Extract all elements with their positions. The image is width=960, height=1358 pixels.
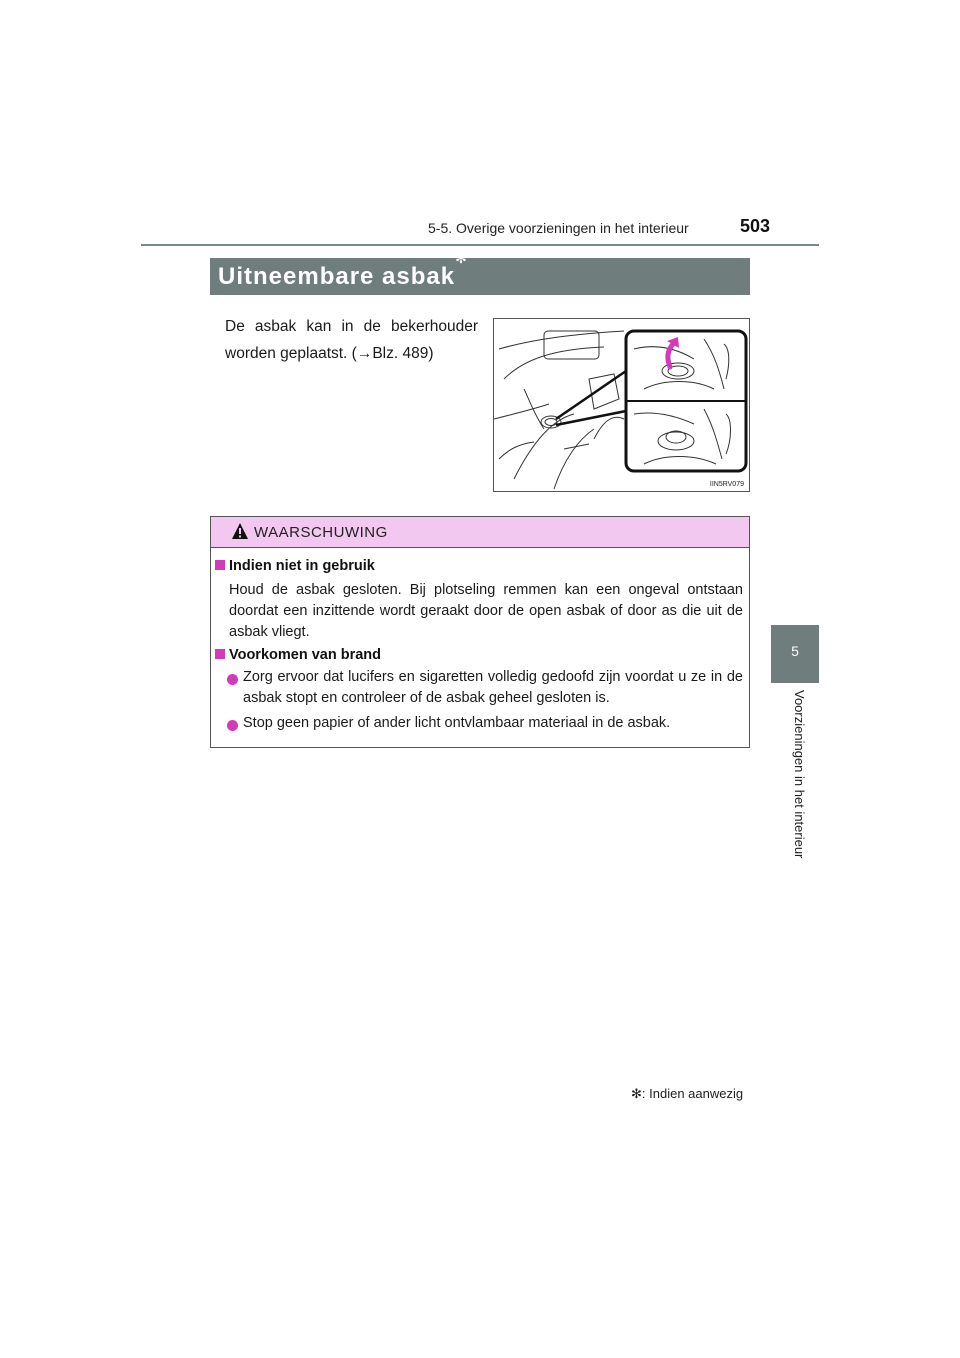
square-bullet-icon [215, 649, 225, 659]
warning-item-2-bullet-1: Zorg ervoor dat lucifers en sigaretten volledig gedoofd zijn voordat u ze in de asbak stopt en controleer of de asbak geheel gesloten is. [243, 669, 743, 706]
round-bullet-icon [227, 718, 238, 736]
warning-item-1 [215, 557, 375, 575]
round-bullet-icon [227, 672, 238, 690]
warning-item-2-title: Voorkomen van brand [229, 647, 382, 663]
footnote-star: ✻ [631, 1086, 642, 1101]
page-number: 503 [740, 216, 771, 236]
warning-box [210, 516, 750, 748]
intro-paragraph: De asbak kan in de bekerhouder worden geplaatst. (→Blz. 489) [225, 318, 478, 362]
warning-header [211, 517, 749, 548]
warning-title: WAARSCHUWING [254, 524, 388, 541]
warning-item-2 [215, 646, 381, 664]
warning-triangle-icon [231, 522, 249, 540]
ashtray-illustration-drawing [494, 319, 750, 492]
section-title: Uitneembare asbak [218, 263, 456, 290]
header-section-title: 5-5. Overige voorzieningen in het interieur [428, 220, 689, 236]
chapter-title: Voorzieningen in het interieur [792, 690, 807, 859]
ashtray-illustration [493, 318, 750, 492]
chapter-tab [771, 625, 819, 683]
square-bullet-icon [215, 560, 225, 570]
footnote-text: : Indien aanwezig [641, 1086, 744, 1101]
chapter-number: 5 [791, 643, 799, 659]
section-title-star: ✻ [455, 250, 467, 266]
footnote [631, 1086, 743, 1102]
warning-item-2-bullet-2: Stop geen papier of ander licht ontvlambaar materiaal in de asbak. [243, 715, 671, 731]
figure-code: IIN5RV079 [709, 481, 744, 488]
warning-item-1-text: Houd de asbak gesloten. Bij plotseling remmen kan een ongeval ontstaan doordat een inzittende wordt geraakt door de open asbak of door as die uit de asbak vliegt. [229, 582, 743, 640]
header-divider [141, 244, 819, 246]
warning-item-1-title: Indien niet in gebruik [229, 558, 375, 574]
section-heading-bar [210, 250, 750, 295]
